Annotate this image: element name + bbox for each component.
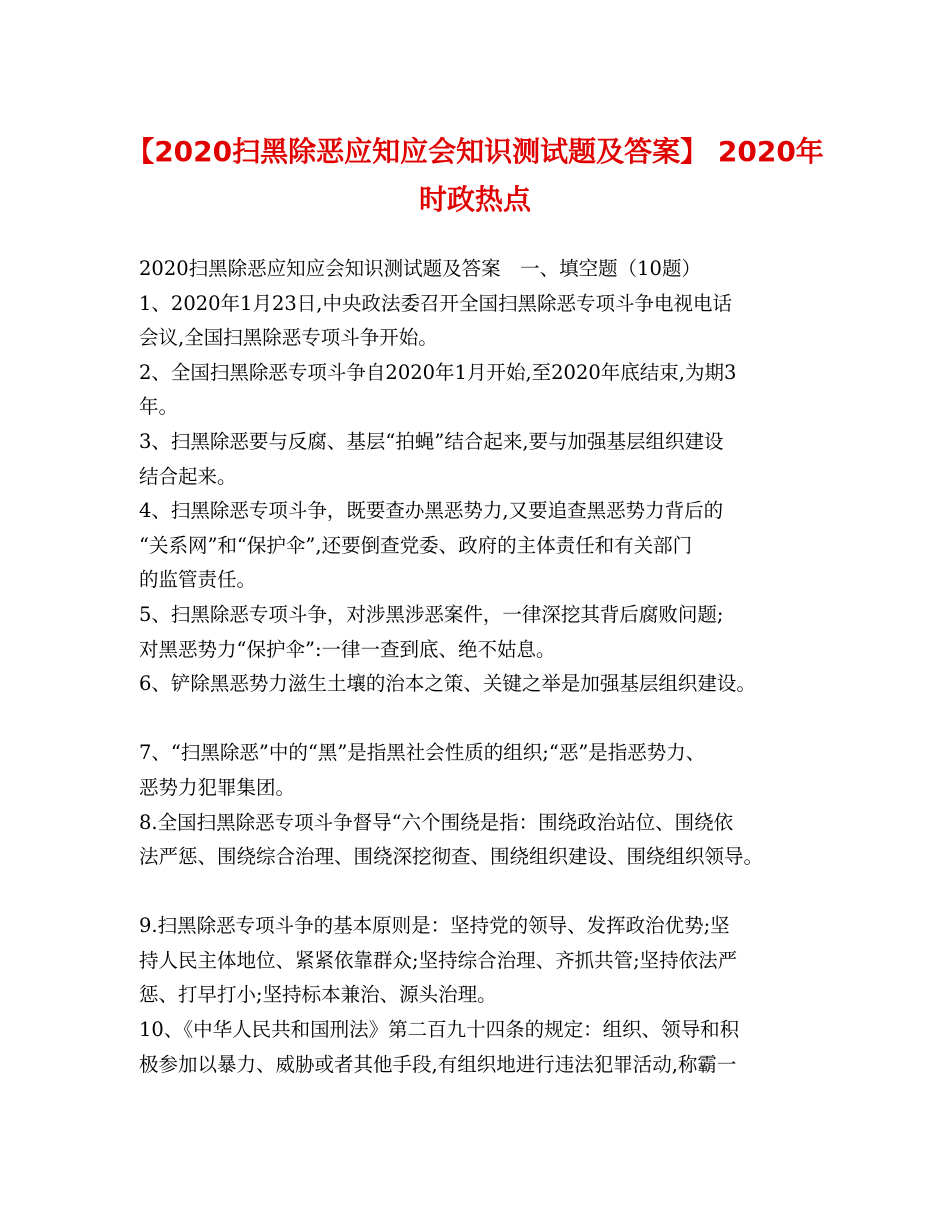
paragraph-spacer	[139, 875, 839, 910]
text-line: “关系网”和“保护伞”,还要倒查党委、政府的主体责任和有关部门	[139, 533, 693, 557]
document-body	[139, 252, 839, 1082]
text-line: 结合起来。	[139, 464, 237, 488]
text-line: 会议,全国扫黑除恶专项斗争开始。	[139, 326, 438, 350]
text-line: 惩、打早打小;坚持标本兼治、源头治理。	[139, 983, 497, 1007]
text-line: 5、扫黑除恶专项斗争，对涉黑涉恶案件，一律深挖其背后腐败问题;	[139, 602, 724, 626]
document-title-line-1: 【2020扫黑除恶应知应会知识测试题及答案】 2020年	[126, 135, 824, 168]
document-title	[60, 128, 890, 224]
text-line: 2、全国扫黑除恶专项斗争自2020年1月开始,至2020年底结束,为期3	[139, 360, 737, 384]
document-title-line-2: 时政热点	[418, 183, 531, 216]
text-line: 3、扫黑除恶要与反腐、基层“拍蝇”结合起来,要与加强基层组织建设	[139, 429, 724, 453]
text-line: 持人民主体地位、紧紧依靠群众;坚持综合治理、齐抓共管;坚持依法严	[139, 948, 738, 972]
text-line: 对黑恶势力“保护伞”:一律一查到底、绝不姑息。	[139, 637, 556, 661]
text-line: 4、扫黑除恶专项斗争，既要查办黑恶势力,又要追查黑恶势力背后的	[139, 499, 724, 523]
paragraph-spacer	[139, 702, 839, 737]
text-line: 8.全国扫黑除恶专项斗争督导“六个围绕是指：围绕政治站位、围绕依	[139, 810, 734, 834]
text-line: 极参加以暴力、威胁或者其他手段,有组织地进行违法犯罪活动,称霸一	[139, 1052, 737, 1076]
text-line: 法严惩、围绕综合治理、围绕深挖彻查、围绕组织建设、围绕组织领导。	[139, 845, 764, 869]
text-line: 2020扫黑除恶应知应会知识测试题及答案 一、填空题（10题）	[139, 257, 701, 280]
text-line: 恶势力犯罪集团。	[139, 775, 296, 799]
text-line: 9.扫黑除恶专项斗争的基本原则是：坚持党的领导、发挥政治优势;坚	[139, 914, 730, 938]
text-line: 年。	[139, 395, 179, 419]
text-line: 7、“扫黑除恶”中的“黑”是指黑社会性质的组织;“恶”是指恶势力、	[139, 741, 706, 765]
text-line: 1、2020年1月23日,中央政法委召开全国扫黑除恶专项斗争电视电话	[139, 291, 732, 315]
text-line: 6、铲除黑恶势力滋生土壤的治本之策、关键之举是加强基层组织建设。	[139, 672, 756, 696]
text-line: 10、《中华人民共和国刑法》第二百九十四条的规定：组织、领导和积	[139, 1018, 740, 1042]
text-line: 的监管责任。	[139, 568, 257, 592]
